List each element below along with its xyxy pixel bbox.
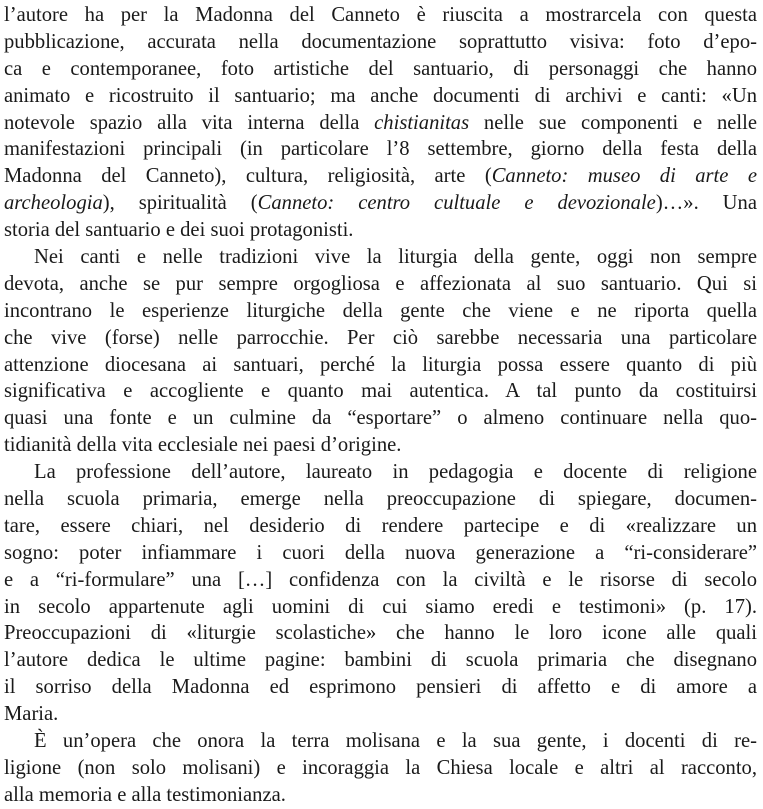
text-segment: alla memoria e alla testimonianza. bbox=[4, 783, 286, 806]
text-segment: È un’opera che onora la terra molisana e la sua gente, i docenti di re- bbox=[34, 730, 757, 753]
text-segment: sogno: poter infiammare i cuori della nuova generazione a “ri-considerare” bbox=[4, 541, 757, 564]
italic-text: archeologia bbox=[4, 192, 103, 215]
text-line bbox=[4, 459, 757, 486]
text-segment: notevole spazio alla vita interna della bbox=[4, 111, 375, 134]
italic-text: Canneto: museo di arte e bbox=[491, 165, 757, 188]
text-line bbox=[4, 163, 757, 190]
text-segment: Madonna del Canneto), cultura, religiosità, arte ( bbox=[4, 165, 492, 188]
text-segment: storia del santuario e dei suoi protagonisti. bbox=[4, 219, 354, 242]
text-line bbox=[4, 2, 757, 29]
text-segment: tidianità della vita ecclesiale nei paesi d’origine. bbox=[4, 434, 402, 457]
text-line bbox=[4, 432, 757, 459]
italic-text: chistianitas bbox=[374, 111, 470, 134]
text-segment: pubblicazione, accurata nella documentazione soprattutto visiva: foto d’epo- bbox=[4, 30, 757, 53]
text-line bbox=[4, 486, 757, 513]
text-segment: Preoccupazioni di «liturgie scolastiche» che hanno le loro icone alle quali bbox=[4, 622, 757, 645]
text-line bbox=[4, 325, 757, 352]
text-segment: Nei canti e nelle tradizioni vive la liturgia della gente, oggi non sempre bbox=[34, 246, 757, 269]
text-line bbox=[4, 674, 757, 701]
text-line bbox=[4, 378, 757, 405]
text-line bbox=[4, 190, 757, 217]
text-line bbox=[4, 755, 757, 782]
text-segment: animato e ricostruito il santuario; ma anche documenti di archivi e canti: «Un bbox=[4, 84, 757, 107]
text-segment: attenzione diocesana ai santuari, perché la liturgia possa essere quanto di più bbox=[4, 353, 757, 376]
text-line bbox=[4, 136, 757, 163]
text-segment: incontrano le esperienze liturgiche della gente che viene e ne riporta quella bbox=[4, 299, 757, 322]
text-line bbox=[4, 110, 757, 137]
text-segment: e a “ri-formulare” una […] confidenza con la civiltà e le risorse di secolo bbox=[4, 568, 757, 591]
text-segment: significativa e accogliente e quanto mai autentica. A tal punto da costituirsi bbox=[4, 380, 757, 403]
text-line bbox=[4, 271, 757, 298]
text-line bbox=[4, 620, 757, 647]
text-segment: il sorriso della Madonna ed esprimono pensieri di affetto e di amore a bbox=[4, 676, 757, 699]
text-line bbox=[4, 782, 757, 809]
text-segment: in secolo appartenute agli uomini di cui siamo eredi e testimoni» (p. 17). bbox=[4, 595, 757, 618]
text-segment: tare, essere chiari, nel desiderio di rendere partecipe e di «realizzare un bbox=[4, 514, 757, 537]
text-segment: Maria. bbox=[4, 703, 59, 726]
text-segment: quasi una fonte e un culmine da “esportare” o almeno continuare nella quo- bbox=[4, 407, 757, 430]
text-line bbox=[4, 540, 757, 567]
text-line bbox=[4, 513, 757, 540]
text-line bbox=[4, 405, 757, 432]
text-segment: devota, anche se pur sempre orgogliosa e affezionata al suo santuario. Qui si bbox=[4, 272, 757, 295]
text-segment: La professione dell’autore, laureato in pedagogia e docente di religione bbox=[34, 461, 757, 484]
italic-text: Canneto: centro cultuale e devozionale bbox=[257, 192, 656, 215]
text-segment: ), spiritualità ( bbox=[102, 192, 258, 215]
text-line bbox=[4, 217, 757, 244]
text-segment: )…». Una bbox=[655, 192, 757, 215]
text-line bbox=[4, 56, 757, 83]
text-line bbox=[4, 83, 757, 110]
text-segment: l’autore dedica le ultime pagine: bambini di scuola primaria che disegnano bbox=[4, 649, 757, 672]
text-line bbox=[4, 647, 757, 674]
text-line bbox=[4, 728, 757, 755]
text-segment: ca e contemporanee, foto artistiche del santuario, di personaggi che hanno bbox=[4, 57, 757, 80]
text-segment: ligione (non solo molisani) e incoraggia la Chiesa locale e altri al racconto, bbox=[4, 756, 757, 779]
text-segment: manifestazioni principali (in particolare l’8 settembre, giorno della festa della bbox=[4, 138, 757, 161]
text-segment: nella scuola primaria, emerge nella preoccupazione di spiegare, documen- bbox=[4, 488, 757, 511]
text-line bbox=[4, 567, 757, 594]
text-line bbox=[4, 244, 757, 271]
text-segment: che vive (forse) nelle parrocchie. Per ciò sarebbe necessaria una particolare bbox=[4, 326, 757, 349]
text-line bbox=[4, 352, 757, 379]
text-line bbox=[4, 29, 757, 56]
text-line bbox=[4, 298, 757, 325]
text-line bbox=[4, 701, 757, 728]
text-line bbox=[4, 594, 757, 621]
text-segment: nelle sue componenti e nelle bbox=[469, 111, 757, 134]
text-segment: l’autore ha per la Madonna del Canneto è riuscita a mostrarcela con questa bbox=[4, 4, 757, 26]
